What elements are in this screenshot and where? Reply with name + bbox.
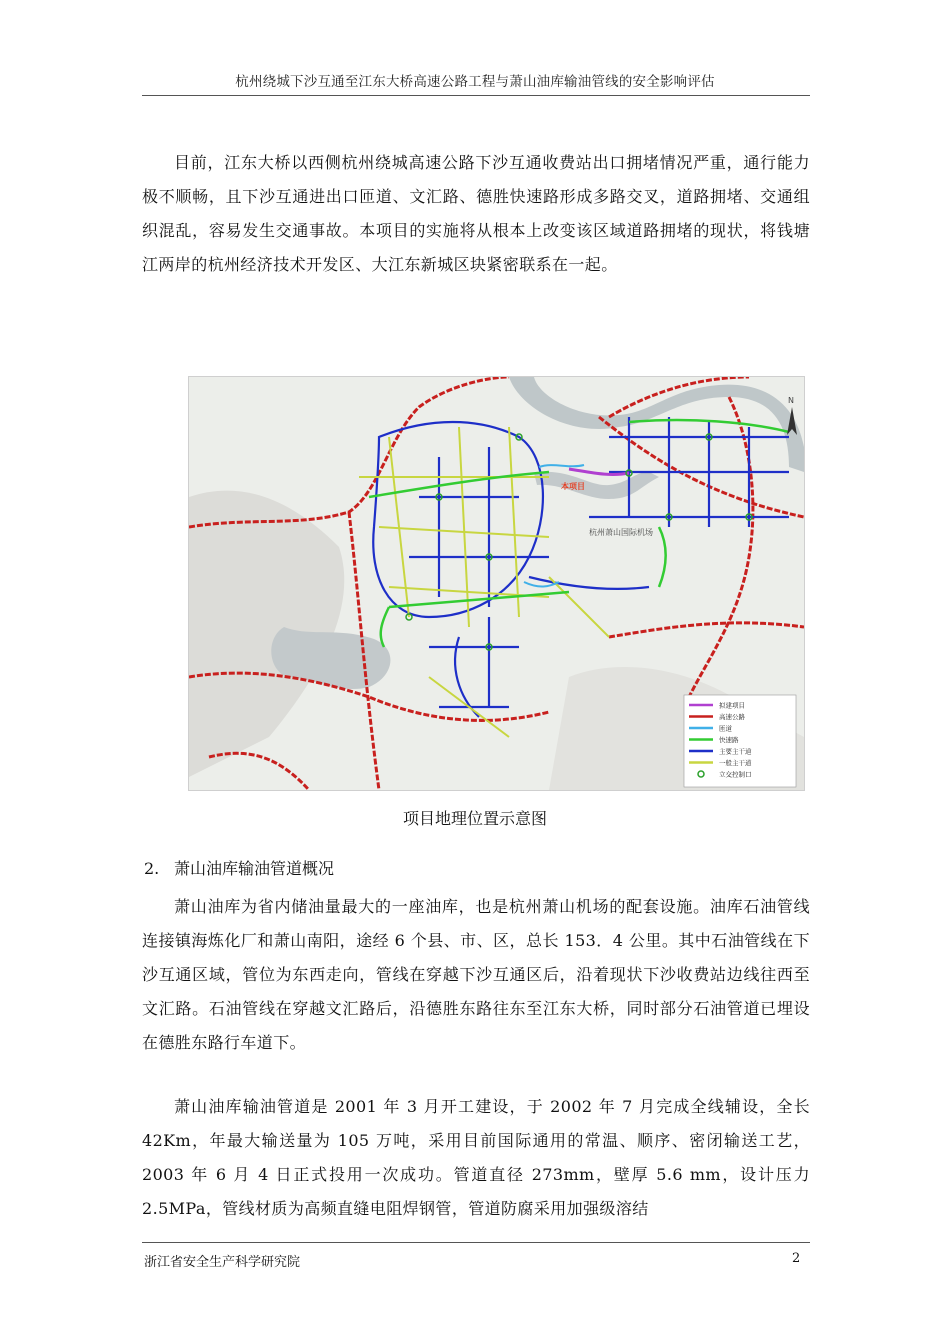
project-location-map [188,376,805,791]
legend-label: 匝道 [719,724,732,733]
section-heading [144,856,334,879]
footer-organization: 浙江省安全生产科学研究院 [144,1255,301,1270]
footer-page-number: 2 [792,1251,801,1266]
figure-caption: 项目地理位置示意图 [402,809,547,828]
airport-map-label: 杭州萧山国际机场 [589,528,653,537]
legend-label: 高速公路 [719,713,745,721]
project-map-label: 本项目 [561,482,585,491]
legend-label: 一般主干道 [719,759,752,767]
section-title: 萧山油库输油管道概况 [174,859,335,878]
map-legend [684,695,796,787]
legend-label: 立交控制口 [719,770,752,779]
page-header: 杭州绕城下沙互通至江东大桥高速公路工程与萧山油库输油管线的安全影响评估 [235,74,715,90]
map-figure [189,377,804,790]
paragraph-pipeline-specs: 萧山油库输油管道是 2001 年 3 月开工建设，于 2002 年 7 月完成全线辅设，全长 42Km，年最大输送量为 105 万吨，采用目前国际通用的常温、顺序、密闭输送工艺，2003 年 6 月 4 日正式投用一次成功。管道直径 273mm，壁厚 5.6 mm，设计压力 2.5MPa，管线材质为高频直缝电阻焊钢管，管道防腐采用加强级溶结 [142,1097,810,1218]
paragraph-project-background: 目前，江东大桥以西侧杭州绕城高速公路下沙互通收费站出口拥堵情况严重，通行能力极不顺畅，且下沙互通进出口匝道、文汇路、德胜快速路形成多路交叉，道路拥堵、交通组织混乱，容易发生交通事故。本项目的实施将从根本上改变该区域道路拥堵的现状，将钱塘江两岸的杭州经济技术开发区、大江东新城区块紧密联系在一起。 [142,153,810,274]
legend-label: 拟建项目 [719,701,745,710]
legend-label: 主要主干道 [719,747,752,756]
legend-label: 快速路 [719,736,739,744]
section-number: 2. [144,859,160,878]
footer-divider [142,1242,810,1243]
header-divider [142,95,810,96]
paragraph-oil-depot-overview: 萧山油库为省内储油量最大的一座油库，也是杭州萧山机场的配套设施。油库石油管线连接镇海炼化厂和萧山南阳，途经 6 个县、市、区，总长 153．4 公里。其中石油管线在下沙互通区域，管位为东西走向，管线在穿越下沙互通区后，沿着现状下沙收费站边线往西至文汇路。石油管线在穿越文汇路后，沿德胜东路往东至江东大桥，同时部分石油管道已埋设在德胜东路行车道下。 [142,897,810,1052]
svg-text:N: N [788,396,794,405]
